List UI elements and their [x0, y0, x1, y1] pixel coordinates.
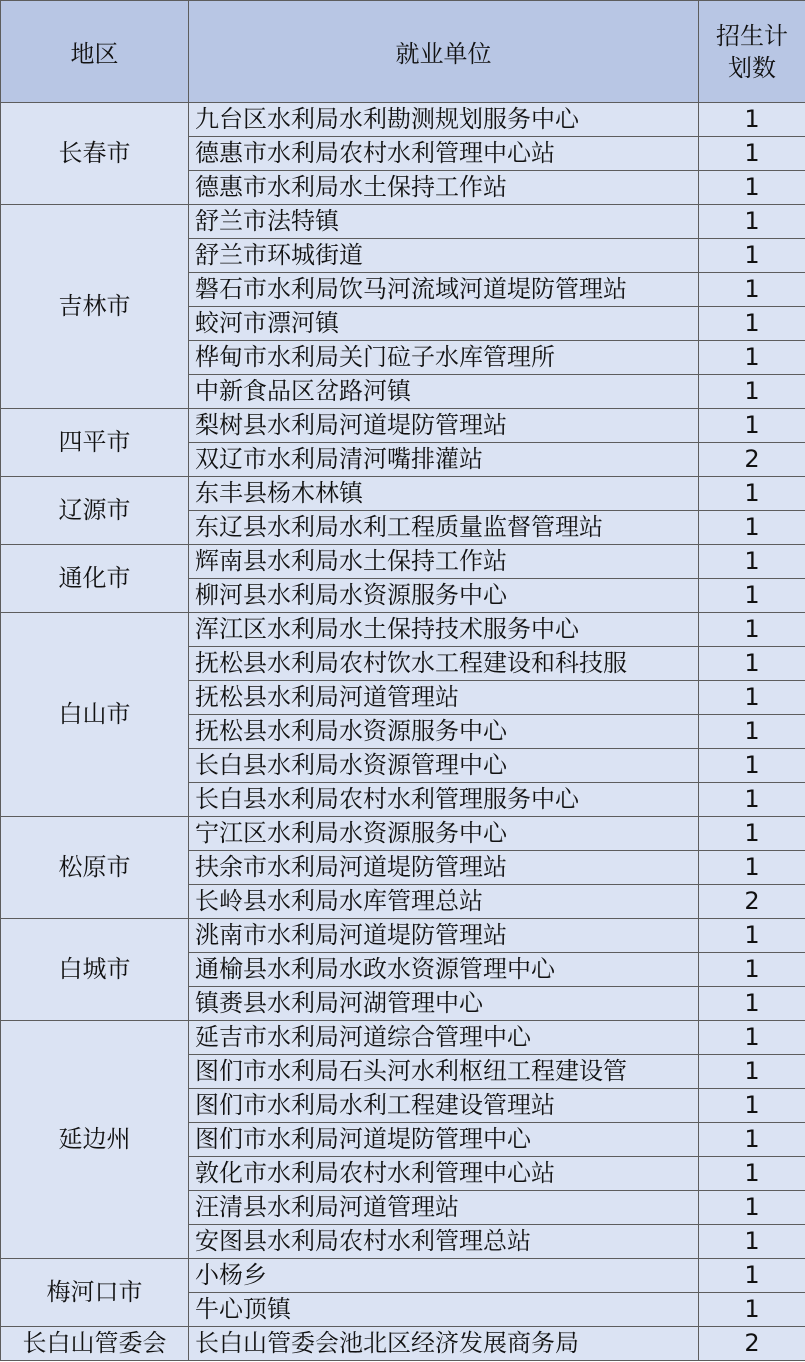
- unit-cell: 图们市水利局河道堤防管理中心: [189, 1123, 699, 1157]
- region-cell: 长白山管委会: [1, 1327, 189, 1361]
- table-row: [1, 103, 805, 137]
- unit-cell: 双辽市水利局清河嘴排灌站: [189, 443, 699, 477]
- unit-cell: 牛心顶镇: [189, 1293, 699, 1327]
- unit-cell: 柳河县水利局水资源服务中心: [189, 579, 699, 613]
- count-cell: 1: [699, 307, 805, 341]
- count-cell: 1: [699, 749, 805, 783]
- count-cell: 1: [699, 851, 805, 885]
- unit-cell: 德惠市水利局水土保持工作站: [189, 171, 699, 205]
- unit-cell: 桦甸市水利局关门砬子水库管理所: [189, 341, 699, 375]
- region-cell: 延边州: [1, 1021, 189, 1259]
- table-row: [1, 1021, 805, 1055]
- count-cell: 1: [699, 171, 805, 205]
- count-cell: 1: [699, 1157, 805, 1191]
- count-cell: 1: [699, 647, 805, 681]
- unit-cell: 延吉市水利局河道综合管理中心: [189, 1021, 699, 1055]
- unit-cell: 九台区水利局水利勘测规划服务中心: [189, 103, 699, 137]
- table-header: [1, 1, 805, 103]
- table-row: [1, 409, 805, 443]
- unit-cell: 蛟河市漂河镇: [189, 307, 699, 341]
- table-row: [1, 205, 805, 239]
- unit-cell: 图们市水利局石头河水利枢纽工程建设管: [189, 1055, 699, 1089]
- count-cell: 1: [699, 477, 805, 511]
- unit-cell: 抚松县水利局河道管理站: [189, 681, 699, 715]
- unit-cell: 长白县水利局农村水利管理服务中心: [189, 783, 699, 817]
- unit-cell: 德惠市水利局农村水利管理中心站: [189, 137, 699, 171]
- unit-cell: 图们市水利局水利工程建设管理站: [189, 1089, 699, 1123]
- unit-cell: 小杨乡: [189, 1259, 699, 1293]
- count-cell: 2: [699, 1327, 805, 1361]
- count-cell: 1: [699, 953, 805, 987]
- unit-cell: 宁江区水利局水资源服务中心: [189, 817, 699, 851]
- table-row: [1, 477, 805, 511]
- unit-cell: 浑江区水利局水土保持技术服务中心: [189, 613, 699, 647]
- count-column-header-text: 招生计划数: [716, 21, 788, 82]
- count-cell: 1: [699, 1055, 805, 1089]
- region-cell: 松原市: [1, 817, 189, 919]
- count-cell: 1: [699, 783, 805, 817]
- unit-cell: 汪清县水利局河道管理站: [189, 1191, 699, 1225]
- count-cell: 1: [699, 1293, 805, 1327]
- count-cell: 1: [699, 579, 805, 613]
- region-column-header: 地区: [1, 1, 189, 103]
- unit-cell: 抚松县水利局农村饮水工程建设和科技服: [189, 647, 699, 681]
- unit-cell: 长白山管委会池北区经济发展商务局: [189, 1327, 699, 1361]
- region-cell: 梅河口市: [1, 1259, 189, 1327]
- count-cell: 1: [699, 239, 805, 273]
- unit-cell: 镇赉县水利局河湖管理中心: [189, 987, 699, 1021]
- count-cell: 1: [699, 681, 805, 715]
- header-row: [1, 1, 805, 103]
- count-cell: 1: [699, 613, 805, 647]
- count-cell: 1: [699, 137, 805, 171]
- region-cell: 白山市: [1, 613, 189, 817]
- table-row: [1, 817, 805, 851]
- count-cell: 2: [699, 443, 805, 477]
- unit-cell: 中新食品区岔路河镇: [189, 375, 699, 409]
- unit-cell: 通榆县水利局水政水资源管理中心: [189, 953, 699, 987]
- region-cell: 辽源市: [1, 477, 189, 545]
- count-cell: 1: [699, 1191, 805, 1225]
- unit-cell: 长岭县水利局水库管理总站: [189, 885, 699, 919]
- count-cell: 1: [699, 919, 805, 953]
- region-cell: 通化市: [1, 545, 189, 613]
- count-cell: 1: [699, 817, 805, 851]
- table-row: [1, 1259, 805, 1293]
- count-cell: 1: [699, 341, 805, 375]
- count-cell: 1: [699, 715, 805, 749]
- table-row: [1, 919, 805, 953]
- count-cell: 1: [699, 1021, 805, 1055]
- count-cell: 1: [699, 1259, 805, 1293]
- table-row: [1, 545, 805, 579]
- unit-cell: 长白县水利局水资源管理中心: [189, 749, 699, 783]
- count-cell: 1: [699, 511, 805, 545]
- count-cell: 1: [699, 1089, 805, 1123]
- count-cell: 2: [699, 885, 805, 919]
- region-cell: 吉林市: [1, 205, 189, 409]
- table-row: [1, 1327, 805, 1361]
- count-cell: 1: [699, 545, 805, 579]
- count-cell: 1: [699, 1225, 805, 1259]
- table-body: [1, 103, 805, 1361]
- count-cell: 1: [699, 987, 805, 1021]
- unit-cell: 扶余市水利局河道堤防管理站: [189, 851, 699, 885]
- count-column-header: [699, 1, 805, 103]
- table-row: [1, 613, 805, 647]
- count-cell: 1: [699, 205, 805, 239]
- unit-cell: 磐石市水利局饮马河流域河道堤防管理站: [189, 273, 699, 307]
- unit-cell: 安图县水利局农村水利管理总站: [189, 1225, 699, 1259]
- region-cell: 长春市: [1, 103, 189, 205]
- count-cell: 1: [699, 375, 805, 409]
- unit-column-header: 就业单位: [189, 1, 699, 103]
- region-cell: 白城市: [1, 919, 189, 1021]
- count-cell: 1: [699, 273, 805, 307]
- unit-cell: 梨树县水利局河道堤防管理站: [189, 409, 699, 443]
- region-cell: 四平市: [1, 409, 189, 477]
- count-cell: 1: [699, 1123, 805, 1157]
- unit-cell: 舒兰市环城街道: [189, 239, 699, 273]
- count-cell: 1: [699, 103, 805, 137]
- unit-cell: 舒兰市法特镇: [189, 205, 699, 239]
- unit-cell: 东丰县杨木林镇: [189, 477, 699, 511]
- unit-cell: 抚松县水利局水资源服务中心: [189, 715, 699, 749]
- unit-cell: 敦化市水利局农村水利管理中心站: [189, 1157, 699, 1191]
- unit-cell: 东辽县水利局水利工程质量监督管理站: [189, 511, 699, 545]
- count-cell: 1: [699, 409, 805, 443]
- unit-cell: 辉南县水利局水土保持工作站: [189, 545, 699, 579]
- unit-cell: 洮南市水利局河道堤防管理站: [189, 919, 699, 953]
